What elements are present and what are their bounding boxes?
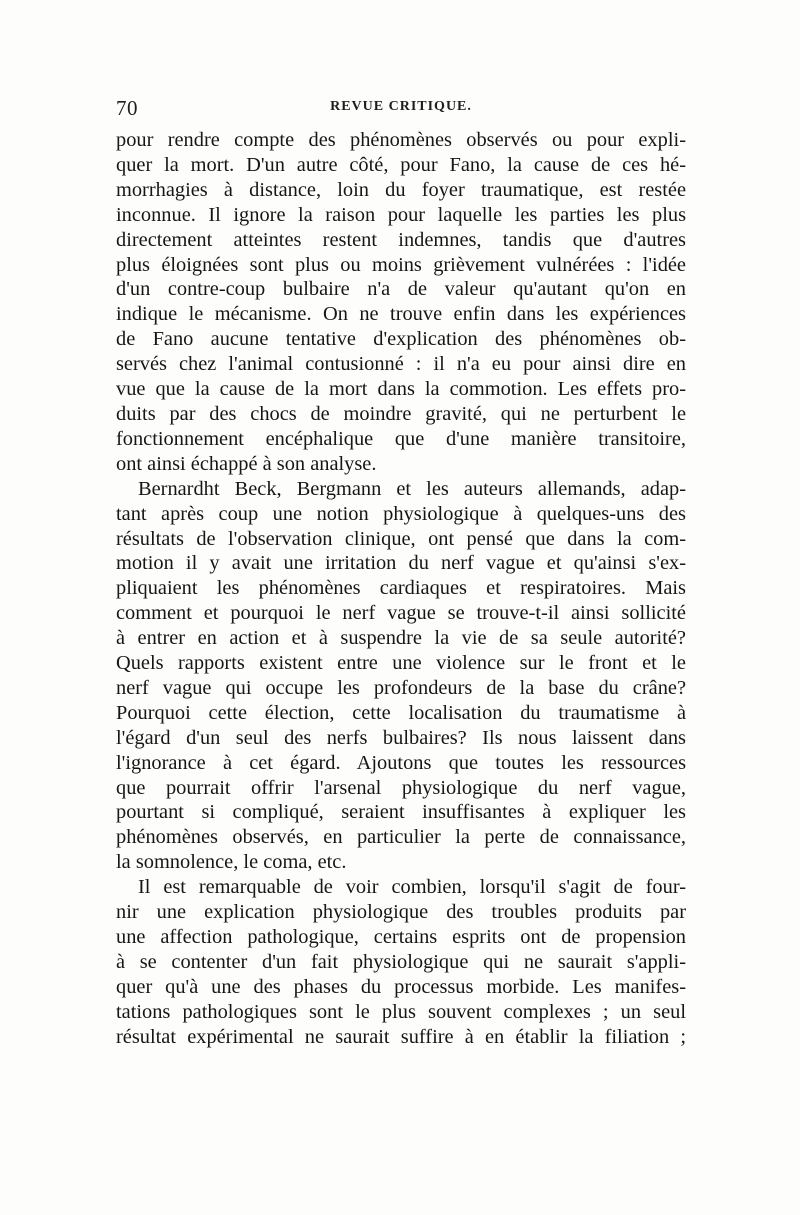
text-line: une affection pathologique, certains esprits ont de propension <box>116 926 686 948</box>
paragraph-2 <box>116 477 686 876</box>
text-line: à se contenter d'un fait physiologique qui ne saurait s'appli- <box>116 950 686 973</box>
text-line: phénomènes observés, en particulier la perte de connaissance, <box>116 826 686 849</box>
text-line: tations pathologiques sont le plus souvent complexes ; un seul <box>116 1000 686 1023</box>
text-line: quer qu'à une des phases du processus morbide. Les manifes- <box>116 975 686 998</box>
text-line: ont ainsi échappé à son analyse. <box>116 452 377 475</box>
text-line: résultat expérimental ne saurait suffire à en établir la filiation ; <box>116 1025 686 1048</box>
text-line: que pourrait offrir l'arsenal physiologique du nerf vague, <box>116 776 686 799</box>
text-line: pliquaient les phénomènes cardiaques et respiratoires. Mais <box>116 577 686 600</box>
text-line: quer la mort. D'un autre côté, pour Fano, la cause de ces hé- <box>116 153 686 176</box>
text-line: comment et pourquoi le nerf vague se trouve-t-il ainsi sollicité <box>116 602 686 625</box>
text-line: duits par des chocs de moindre gravité, qui ne perturbent le <box>116 402 686 425</box>
body-text <box>116 128 686 1050</box>
text-line: morrhagies à distance, loin du foyer traumatique, est restée <box>116 178 686 201</box>
text-line: résultats de l'observation clinique, ont pensé que dans la com- <box>116 527 686 550</box>
text-line: l'ignorance à cet égard. Ajoutons que toutes les ressources <box>116 751 686 774</box>
text-line: inconnue. Il ignore la raison pour laquelle les parties les plus <box>116 203 686 226</box>
text-line: vue que la cause de la mort dans la commotion. Les effets pro- <box>116 378 686 401</box>
text-line: fonctionnement encéphalique que d'une manière transitoire, <box>116 427 686 450</box>
page-header <box>116 96 686 122</box>
text-line: l'égard d'un seul des nerfs bulbaires? Ils nous laissent dans <box>116 726 686 749</box>
text-line: nerf vague qui occupe les profondeurs de la base du crâne? <box>116 676 686 699</box>
paragraph-1 <box>116 128 686 477</box>
text-line: directement atteintes restent indemnes, tandis que d'autres <box>116 228 686 251</box>
text-line: plus éloignées sont plus ou moins grièvement vulnérées : l'idée <box>116 253 686 276</box>
text-line: pourtant si compliqué, seraient insuffisantes à expliquer les <box>116 801 686 824</box>
text-line: indique le mécanisme. On ne trouve enfin dans les expériences <box>116 303 686 326</box>
text-line: Bernardht Beck, Bergmann et les auteurs allemands, adap- <box>138 477 686 500</box>
text-line: servés chez l'animal contusionné : il n'a eu pour ainsi dire en <box>116 353 686 376</box>
text-line: à entrer en action et à suspendre la vie de sa seule autorité? <box>116 627 686 650</box>
text-line: tant après coup une notion physiologique à quelques-uns des <box>116 502 686 525</box>
paragraph-3 <box>116 875 686 1049</box>
text-line: pour rendre compte des phénomènes observés ou pour expli- <box>116 129 686 151</box>
text-line: d'un contre-coup bulbaire n'a de valeur qu'autant qu'on en <box>116 278 686 301</box>
page-number: 70 <box>116 96 138 120</box>
text-line: Il est remarquable de voir combien, lorsqu'il s'agit de four- <box>138 876 686 899</box>
text-line: nir une explication physiologique des troubles produits par <box>116 901 686 924</box>
text-line: motion il y avait une irritation du nerf vague et qu'ainsi s'ex- <box>116 552 686 575</box>
running-title: REVUE CRITIQUE. <box>330 99 472 114</box>
text-line: Quels rapports existent entre une violence sur le front et le <box>116 652 686 675</box>
text-line: la somnolence, le coma, etc. <box>116 851 347 874</box>
text-line: de Fano aucune tentative d'explication des phénomènes ob- <box>116 328 686 351</box>
text-line: Pourquoi cette élection, cette localisation du traumatisme à <box>116 701 686 724</box>
